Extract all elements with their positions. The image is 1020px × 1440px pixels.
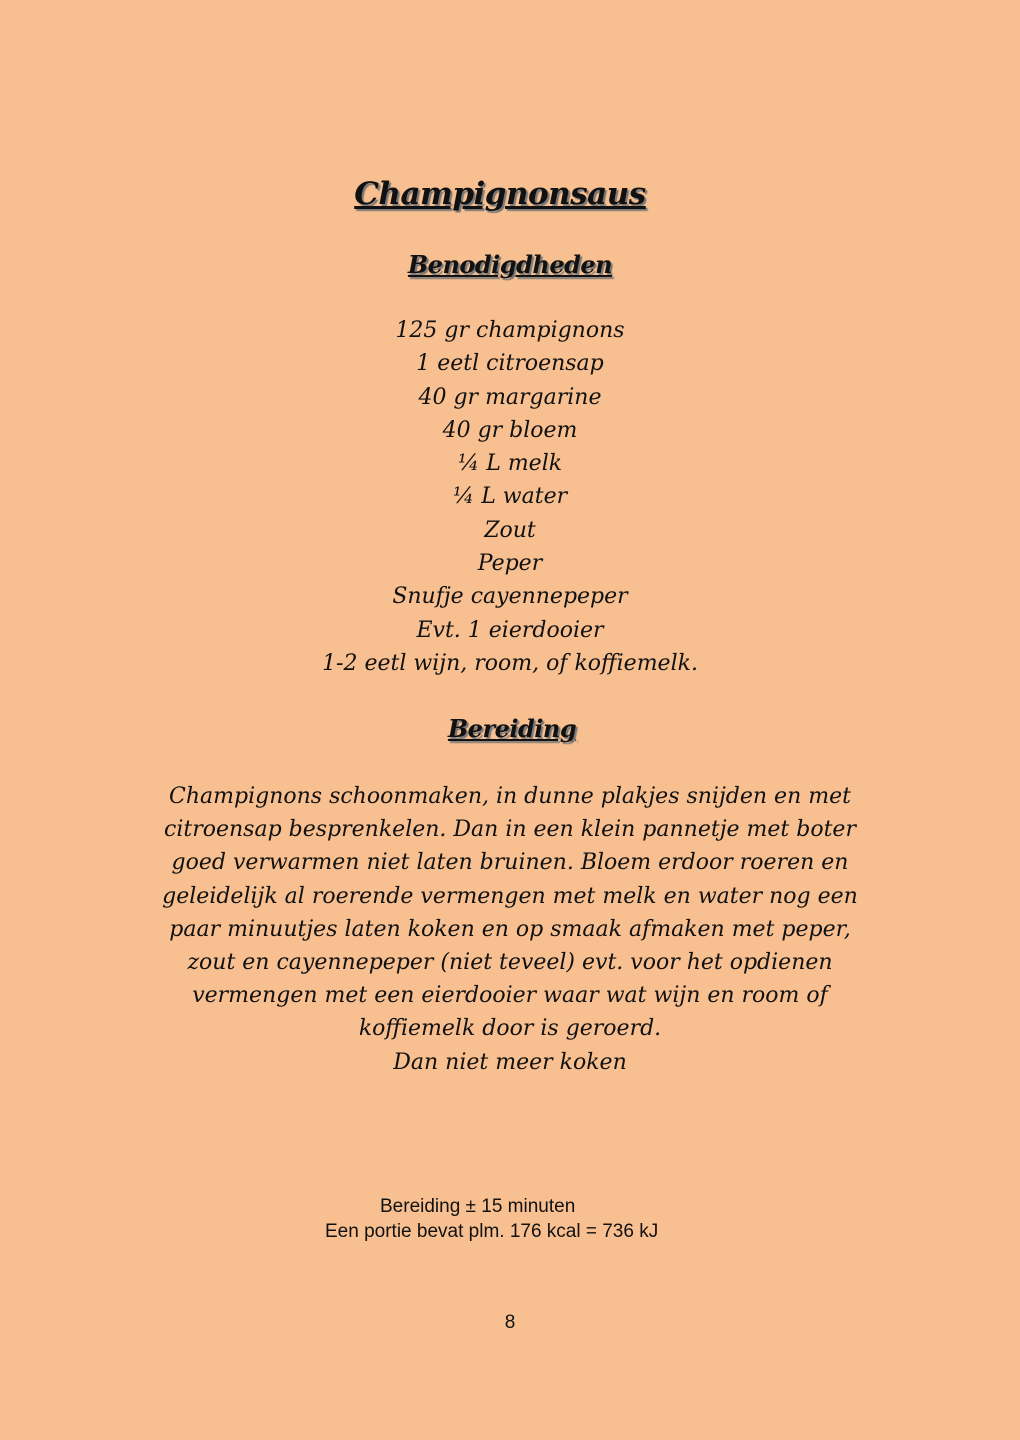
preparation-line: geleidelijk al roerende vermengen met melk en water nog een bbox=[162, 883, 858, 909]
preparation-time: Bereiding ± 15 minuten bbox=[380, 1196, 576, 1217]
preparation-line: vermengen met een eierdooier waar wat wijn en room of bbox=[192, 983, 828, 1009]
page-number: 8 bbox=[504, 1312, 516, 1333]
nutrition-info: Een portie bevat plm. 176 kcal = 736 kJ bbox=[325, 1221, 659, 1242]
preparation-line: Dan niet meer koken bbox=[393, 1049, 627, 1075]
ingredient-item: ¼ L water bbox=[452, 484, 568, 510]
preparation-line: Champignons schoonmaken, in dunne plakjes snijden en met bbox=[169, 784, 851, 809]
ingredient-item: 1 eetl citroensap bbox=[416, 351, 604, 377]
preparation-text bbox=[150, 780, 870, 1079]
ingredient-item: 125 gr champignons bbox=[395, 318, 625, 343]
ingredient-item: Evt. 1 eierdooier bbox=[416, 617, 604, 643]
ingredient-item: 1-2 eetl wijn, room, of koffiemelk. bbox=[322, 650, 698, 676]
preparation-heading: Bereiding bbox=[447, 714, 577, 743]
preparation-line: goed verwarmen niet laten bruinen. Bloem erdoor roeren en bbox=[171, 850, 849, 876]
preparation-line: citroensap besprenkelen. Dan in een klein pannetje met boter bbox=[164, 817, 856, 843]
ingredients-heading: Benodigdheden bbox=[407, 250, 613, 279]
ingredients-list bbox=[260, 314, 760, 680]
ingredient-item: Snufje cayennepeper bbox=[392, 584, 628, 610]
preparation-line: zout en cayennepeper (niet teveel) evt. voor het opdienen bbox=[187, 950, 833, 976]
ingredient-item: ¼ L melk bbox=[457, 451, 563, 477]
recipe-title: Champignonsaus bbox=[354, 176, 646, 212]
preparation-line: koffiemelk door is geroerd. bbox=[358, 1016, 662, 1042]
ingredient-item: 40 gr bloem bbox=[442, 417, 578, 443]
preparation-line: paar minuutjes laten koken en op smaak afmaken met peper, bbox=[169, 916, 851, 942]
ingredient-item: Peper bbox=[477, 551, 543, 577]
ingredient-item: Zout bbox=[484, 517, 536, 543]
ingredient-item: 40 gr margarine bbox=[418, 384, 602, 410]
